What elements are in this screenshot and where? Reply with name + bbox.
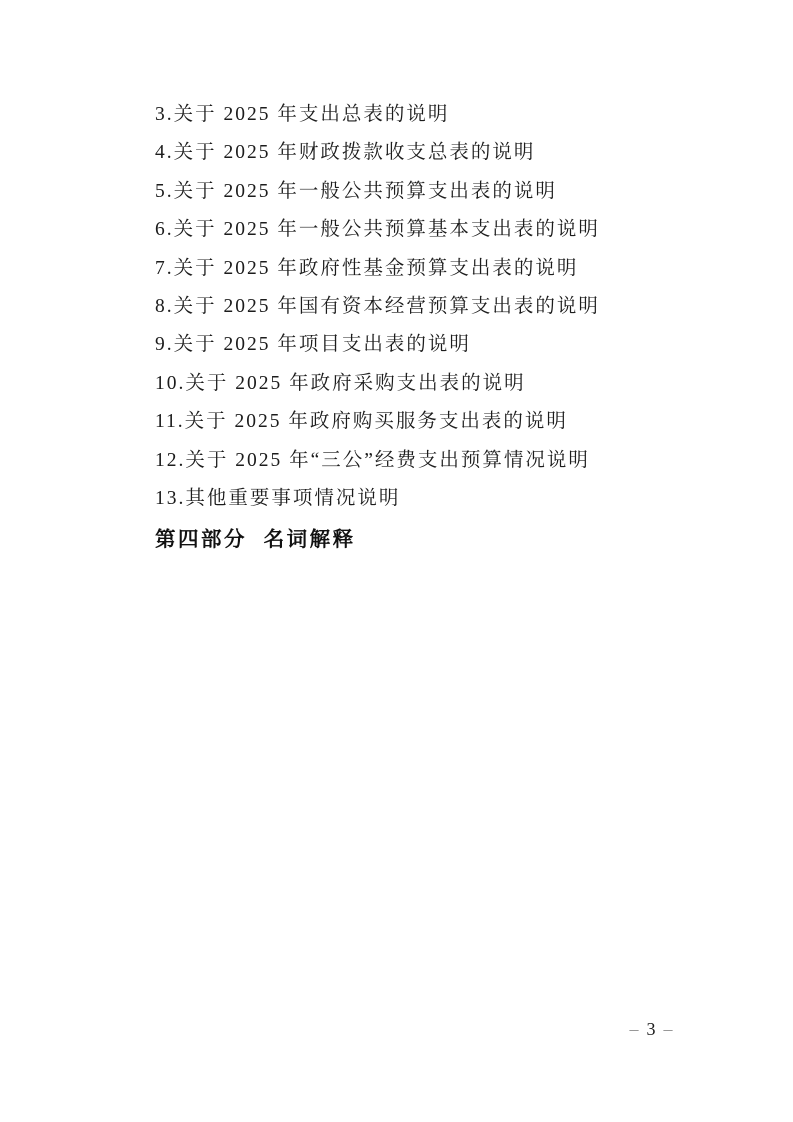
- section-heading: 第四部分 名词解释: [155, 529, 356, 552]
- toc-item-3: 3.关于 2025 年支出总表的说明: [155, 104, 450, 125]
- toc-item-9: 9.关于 2025 年项目支出表的说明: [155, 334, 471, 356]
- toc-item-4: 4.关于 2025 年财政拨款收支总表的说明: [155, 142, 536, 164]
- page-number-dash-right: –: [663, 1019, 673, 1039]
- toc-item-6: 6.关于 2025 年一般公共预算基本支出表的说明: [155, 219, 600, 241]
- page-number: [611, 1018, 691, 1040]
- toc-item-12: 12.关于 2025 年“三公”经费支出预算情况说明: [155, 449, 590, 471]
- page-number-dash-left: –: [629, 1019, 639, 1039]
- toc-item-8: 8.关于 2025 年国有资本经营预算支出表的说明: [155, 296, 600, 318]
- toc-content: [155, 96, 713, 560]
- toc-item-5: 5.关于 2025 年一般公共预算支出表的说明: [155, 180, 557, 202]
- toc-item-10: 10.关于 2025 年政府采购支出表的说明: [155, 372, 526, 394]
- page-number-value: 3: [646, 1019, 656, 1039]
- toc-item-11: 11.关于 2025 年政府购买服务支出表的说明: [155, 411, 568, 433]
- toc-item-13: 13.其他重要事项情况说明: [155, 488, 401, 510]
- toc-item-7: 7.关于 2025 年政府性基金预算支出表的说明: [155, 257, 579, 279]
